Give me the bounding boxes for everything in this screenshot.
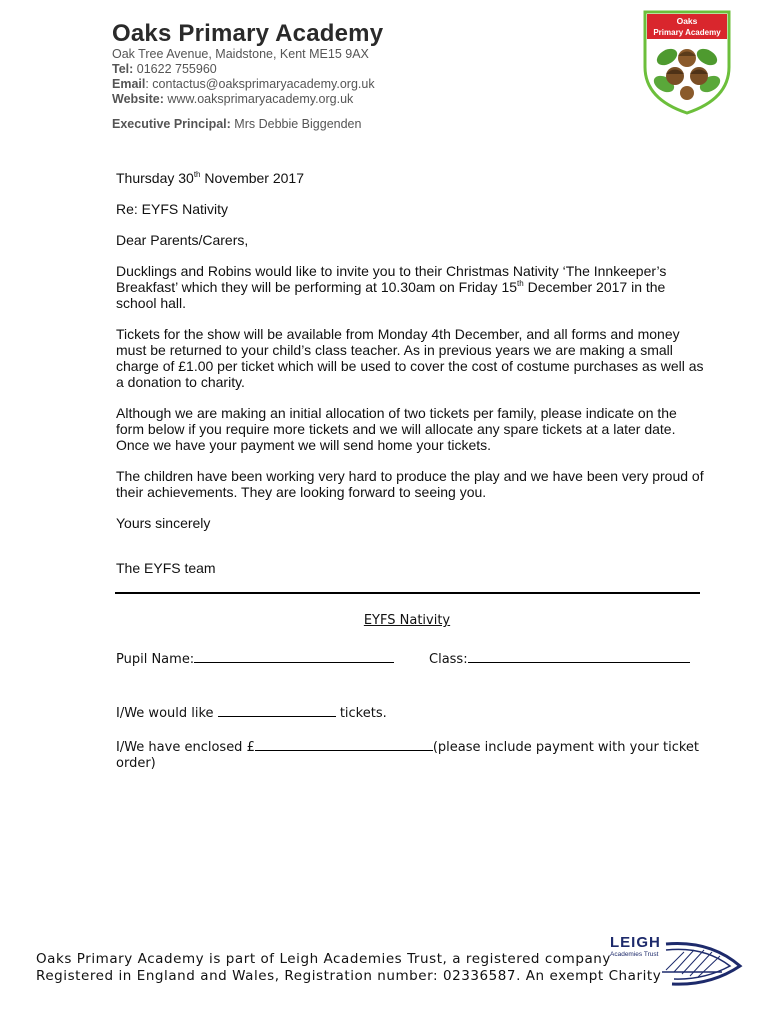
tear-off-divider bbox=[115, 592, 700, 594]
contact-details bbox=[112, 47, 375, 107]
footer-line-1: Oaks Primary Academy is part of Leigh Academies Trust, a registered company bbox=[36, 951, 611, 967]
form-title: EYFS Nativity bbox=[363, 613, 451, 628]
bridge-swoosh-icon bbox=[662, 943, 740, 984]
class-input[interactable] bbox=[468, 649, 690, 663]
tel-value: 01622 755960 bbox=[136, 62, 217, 76]
tel-label: Tel: bbox=[112, 62, 134, 76]
letter-paragraph-4: The children have been working very hard to produce the play and we have been very proud of their achievements. They are looking forward to seeing you. bbox=[116, 468, 704, 500]
enclosed-note: (please include payment with your ticket bbox=[432, 740, 700, 755]
school-crest-logo bbox=[642, 9, 732, 115]
executive-principal bbox=[112, 117, 361, 131]
website bbox=[112, 92, 375, 107]
pupil-name-input[interactable] bbox=[194, 649, 394, 663]
trust-name: LEIGH bbox=[610, 934, 661, 951]
letter-salutation: Dear Parents/Carers, bbox=[116, 232, 249, 248]
letter-subject: Re: EYFS Nativity bbox=[116, 201, 229, 217]
crest-text-academy: Primary Academy bbox=[653, 28, 721, 37]
pupil-name-label: Pupil Name: bbox=[116, 652, 195, 667]
email-value[interactable]: : contactus@oaksprimaryacademy.org.uk bbox=[145, 77, 375, 91]
telephone bbox=[112, 62, 375, 77]
letter-closing: Yours sincerely bbox=[116, 515, 211, 531]
tickets-field bbox=[116, 703, 387, 721]
enclosed-field bbox=[116, 737, 699, 755]
principal-label: Executive Principal: bbox=[112, 117, 231, 131]
class-field bbox=[429, 649, 690, 667]
letter-paragraph-1: Ducklings and Robins would like to invite you to their Christmas Nativity ‘The Innkeeper’s Breakfast’ which they will be performing at 10.30am on Friday 15th December 2017 in the school hall. bbox=[116, 263, 667, 311]
crest-text-oaks: Oaks bbox=[676, 16, 698, 26]
letter-signoff: The EYFS team bbox=[116, 560, 216, 576]
tickets-label-start: I/We would like bbox=[116, 706, 218, 721]
pupil-name-field bbox=[116, 649, 394, 667]
email-label: Email bbox=[112, 77, 146, 91]
website-value[interactable]: www.oaksprimaryacademy.org.uk bbox=[167, 92, 354, 106]
leigh-academies-trust-logo bbox=[606, 930, 746, 988]
letter-body bbox=[116, 170, 706, 591]
letter-date: Thursday 30th November 2017 bbox=[116, 170, 305, 186]
enclosed-label: I/We have enclosed £ bbox=[116, 740, 255, 755]
trust-subtitle: Academies Trust bbox=[610, 951, 659, 958]
website-label: Website: bbox=[112, 92, 164, 106]
letter-paragraph-3: Although we are making an initial allocation of two tickets per family, please indicate on the form below if you require more tickets and we will allocate any spare tickets at a later date. Once we have your payment we will send home your tickets. bbox=[116, 405, 677, 453]
letter-paragraph-2: Tickets for the show will be available from Monday 4th December, and all forms and money must be returned to your child’s class teacher. As in previous years we are making a small charge of £1.00 per ticket which will be used to cover the cost of costume purchases as well as a donation to charity. bbox=[116, 326, 704, 390]
enclosed-amount-input[interactable] bbox=[255, 737, 433, 751]
enclosed-note-continued: order) bbox=[116, 756, 156, 771]
class-label: Class: bbox=[429, 652, 468, 667]
footer-statement bbox=[36, 951, 661, 985]
school-name: Oaks Primary Academy bbox=[112, 20, 384, 47]
footer-line-2: Registered in England and Wales, Registration number: 02336587. An exempt Charity bbox=[36, 968, 662, 984]
tickets-label-end: tickets. bbox=[335, 706, 387, 721]
address: Oak Tree Avenue, Maidstone, Kent ME15 9AX bbox=[112, 47, 369, 61]
principal-name: Mrs Debbie Biggenden bbox=[234, 117, 362, 131]
tickets-quantity-input[interactable] bbox=[218, 703, 336, 717]
email bbox=[112, 77, 375, 92]
